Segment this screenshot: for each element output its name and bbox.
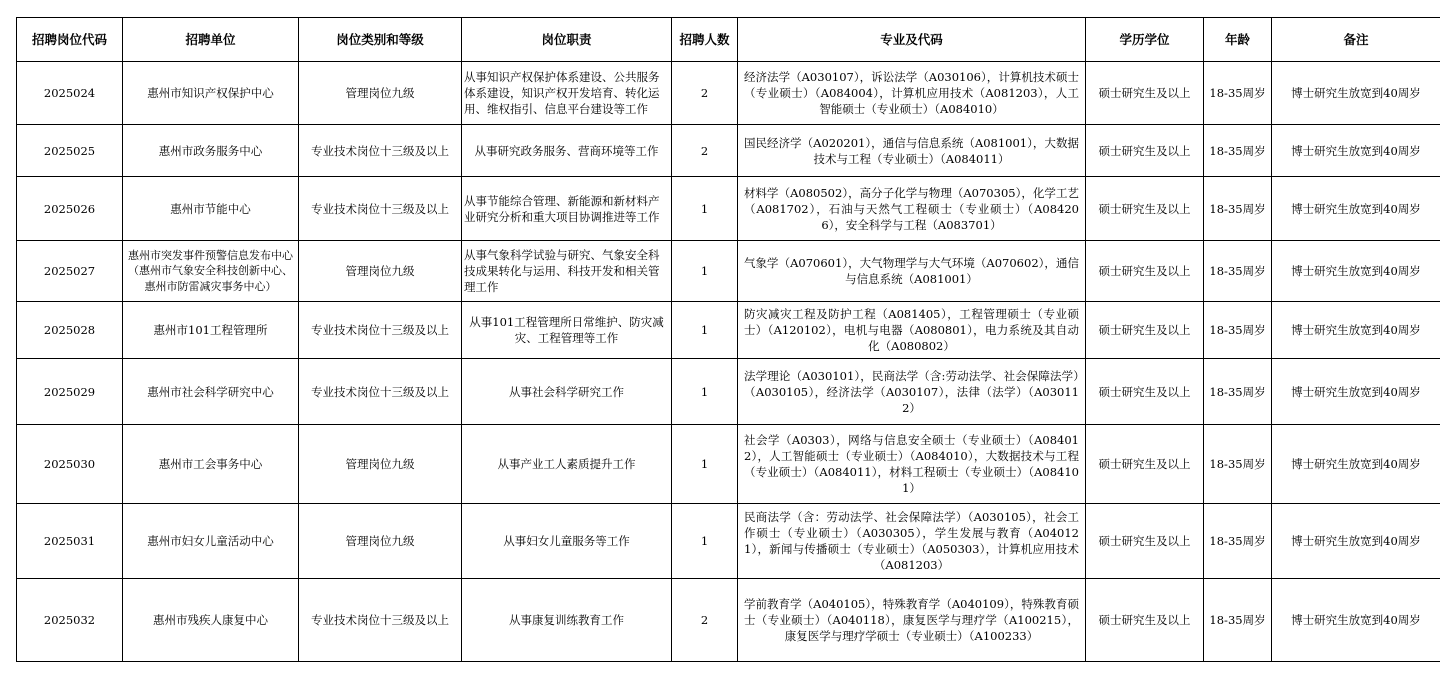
cell-position-code: 2025027 [17, 241, 123, 302]
cell-count: 1 [672, 359, 738, 425]
cell-major: 国民经济学（A020201），通信与信息系统（A081001），大数据技术与工程（专业硕士）（A084011） [738, 125, 1086, 177]
cell-duty: 从事产业工人素质提升工作 [462, 425, 672, 504]
header-unit: 招聘单位 [123, 18, 299, 62]
cell-unit: 惠州市妇女儿童活动中心 [123, 504, 299, 579]
cell-duty: 从事社会科学研究工作 [462, 359, 672, 425]
cell-major: 学前教育学（A040105），特殊教育学（A040109），特殊教育硕士（专业硕士）（A040118），康复医学与理疗学（A100215），康复医学与理疗学硕士（专业硕士）（A100233） [738, 579, 1086, 662]
cell-category: 管理岗位九级 [299, 425, 462, 504]
cell-degree: 硕士研究生及以上 [1086, 125, 1204, 177]
cell-category: 管理岗位九级 [299, 504, 462, 579]
cell-major: 气象学（A070601），大气物理学与大气环境（A070602），通信与信息系统（A081001） [738, 241, 1086, 302]
cell-note: 博士研究生放宽到40周岁 [1272, 425, 1440, 504]
header-age: 年龄 [1204, 18, 1272, 62]
cell-note: 博士研究生放宽到40周岁 [1272, 579, 1440, 662]
recruitment-table [16, 17, 1440, 662]
table-row [17, 504, 1440, 579]
cell-note: 博士研究生放宽到40周岁 [1272, 302, 1440, 359]
table-row [17, 241, 1440, 302]
cell-duty: 从事101工程管理所日常维护、防灾减灾、工程管理等工作 [462, 302, 672, 359]
cell-duty: 从事妇女儿童服务等工作 [462, 504, 672, 579]
cell-unit: 惠州市残疾人康复中心 [123, 579, 299, 662]
cell-count: 2 [672, 579, 738, 662]
cell-unit: 惠州市节能中心 [123, 177, 299, 241]
cell-unit: 惠州市知识产权保护中心 [123, 62, 299, 125]
header-duty: 岗位职责 [462, 18, 672, 62]
cell-unit: 惠州市政务服务中心 [123, 125, 299, 177]
table-row [17, 425, 1440, 504]
table-row [17, 125, 1440, 177]
cell-duty: 从事气象科学试验与研究、气象安全科技成果转化与运用、科技开发和相关管理工作 [462, 241, 672, 302]
cell-age: 18-35周岁 [1204, 62, 1272, 125]
cell-count: 1 [672, 241, 738, 302]
cell-position-code: 2025025 [17, 125, 123, 177]
cell-note: 博士研究生放宽到40周岁 [1272, 241, 1440, 302]
cell-age: 18-35周岁 [1204, 241, 1272, 302]
cell-unit: 惠州市社会科学研究中心 [123, 359, 299, 425]
cell-note: 博士研究生放宽到40周岁 [1272, 62, 1440, 125]
cell-age: 18-35周岁 [1204, 579, 1272, 662]
cell-major: 防灾减灾工程及防护工程（A081405），工程管理硕士（专业硕士）（A120102），电机与电器（A080801），电力系统及其自动化（A080802） [738, 302, 1086, 359]
cell-degree: 硕士研究生及以上 [1086, 302, 1204, 359]
cell-major: 材料学（A080502），高分子化学与物理（A070305），化学工艺（A081702），石油与天然气工程硕士（专业硕士）（A084206），安全科学与工程（A083701） [738, 177, 1086, 241]
table-row [17, 359, 1440, 425]
cell-category: 专业技术岗位十三级及以上 [299, 125, 462, 177]
cell-note: 博士研究生放宽到40周岁 [1272, 504, 1440, 579]
header-major: 专业及代码 [738, 18, 1086, 62]
cell-position-code: 2025029 [17, 359, 123, 425]
cell-age: 18-35周岁 [1204, 302, 1272, 359]
cell-degree: 硕士研究生及以上 [1086, 177, 1204, 241]
cell-duty: 从事研究政务服务、营商环境等工作 [462, 125, 672, 177]
table-row [17, 177, 1440, 241]
table-row [17, 579, 1440, 662]
cell-count: 1 [672, 425, 738, 504]
cell-major: 法学理论（A030101），民商法学（含:劳动法学、社会保障法学）（A030105），经济法学（A030107），法律（法学）（A030112） [738, 359, 1086, 425]
cell-category: 专业技术岗位十三级及以上 [299, 302, 462, 359]
cell-age: 18-35周岁 [1204, 425, 1272, 504]
header-note: 备注 [1272, 18, 1440, 62]
cell-degree: 硕士研究生及以上 [1086, 579, 1204, 662]
cell-count: 1 [672, 177, 738, 241]
cell-degree: 硕士研究生及以上 [1086, 241, 1204, 302]
header-row [17, 18, 1440, 62]
cell-duty: 从事节能综合管理、新能源和新材料产业研究分析和重大项目协调推进等工作 [462, 177, 672, 241]
cell-category: 专业技术岗位十三级及以上 [299, 579, 462, 662]
cell-age: 18-35周岁 [1204, 504, 1272, 579]
cell-major: 社会学（A0303），网络与信息安全硕士（专业硕士）（A084012），人工智能硕士（专业硕士）（A084010），大数据技术与工程（专业硕士）（A084011），材料工程硕士（专业硕士）（A084101） [738, 425, 1086, 504]
cell-category: 管理岗位九级 [299, 241, 462, 302]
cell-major: 经济法学（A030107），诉讼法学（A030106），计算机技术硕士（专业硕士）（A084004），计算机应用技术（A081203），人工智能硕士（专业硕士）（A084010） [738, 62, 1086, 125]
cell-position-code: 2025030 [17, 425, 123, 504]
cell-position-code: 2025024 [17, 62, 123, 125]
cell-category: 管理岗位九级 [299, 62, 462, 125]
cell-count: 2 [672, 62, 738, 125]
cell-count: 2 [672, 125, 738, 177]
cell-age: 18-35周岁 [1204, 177, 1272, 241]
cell-unit: 惠州市突发事件预警信息发布中心（惠州市气象安全科技创新中心、惠州市防雷减灾事务中心） [123, 241, 299, 302]
header-position-code: 招聘岗位代码 [17, 18, 123, 62]
table-row [17, 302, 1440, 359]
cell-count: 1 [672, 302, 738, 359]
cell-category: 专业技术岗位十三级及以上 [299, 177, 462, 241]
cell-unit: 惠州市工会事务中心 [123, 425, 299, 504]
cell-note: 博士研究生放宽到40周岁 [1272, 359, 1440, 425]
cell-degree: 硕士研究生及以上 [1086, 504, 1204, 579]
header-count: 招聘人数 [672, 18, 738, 62]
cell-category: 专业技术岗位十三级及以上 [299, 359, 462, 425]
header-category: 岗位类别和等级 [299, 18, 462, 62]
cell-note: 博士研究生放宽到40周岁 [1272, 177, 1440, 241]
table-row [17, 62, 1440, 125]
cell-position-code: 2025026 [17, 177, 123, 241]
header-degree: 学历学位 [1086, 18, 1204, 62]
cell-duty: 从事康复训练教育工作 [462, 579, 672, 662]
cell-age: 18-35周岁 [1204, 359, 1272, 425]
cell-unit: 惠州市101工程管理所 [123, 302, 299, 359]
cell-note: 博士研究生放宽到40周岁 [1272, 125, 1440, 177]
cell-position-code: 2025031 [17, 504, 123, 579]
cell-position-code: 2025032 [17, 579, 123, 662]
cell-degree: 硕士研究生及以上 [1086, 425, 1204, 504]
cell-duty: 从事知识产权保护体系建设、公共服务体系建设，知识产权开发培育、转化运用、维权指引、信息平台建设等工作 [462, 62, 672, 125]
cell-degree: 硕士研究生及以上 [1086, 62, 1204, 125]
cell-major: 民商法学（含：劳动法学、社会保障法学）（A030105），社会工作硕士（专业硕士）（A030305），学生发展与教育（A040121），新闻与传播硕士（专业硕士）（A050303），计算机应用技术（A081203） [738, 504, 1086, 579]
cell-position-code: 2025028 [17, 302, 123, 359]
cell-age: 18-35周岁 [1204, 125, 1272, 177]
cell-degree: 硕士研究生及以上 [1086, 359, 1204, 425]
cell-count: 1 [672, 504, 738, 579]
